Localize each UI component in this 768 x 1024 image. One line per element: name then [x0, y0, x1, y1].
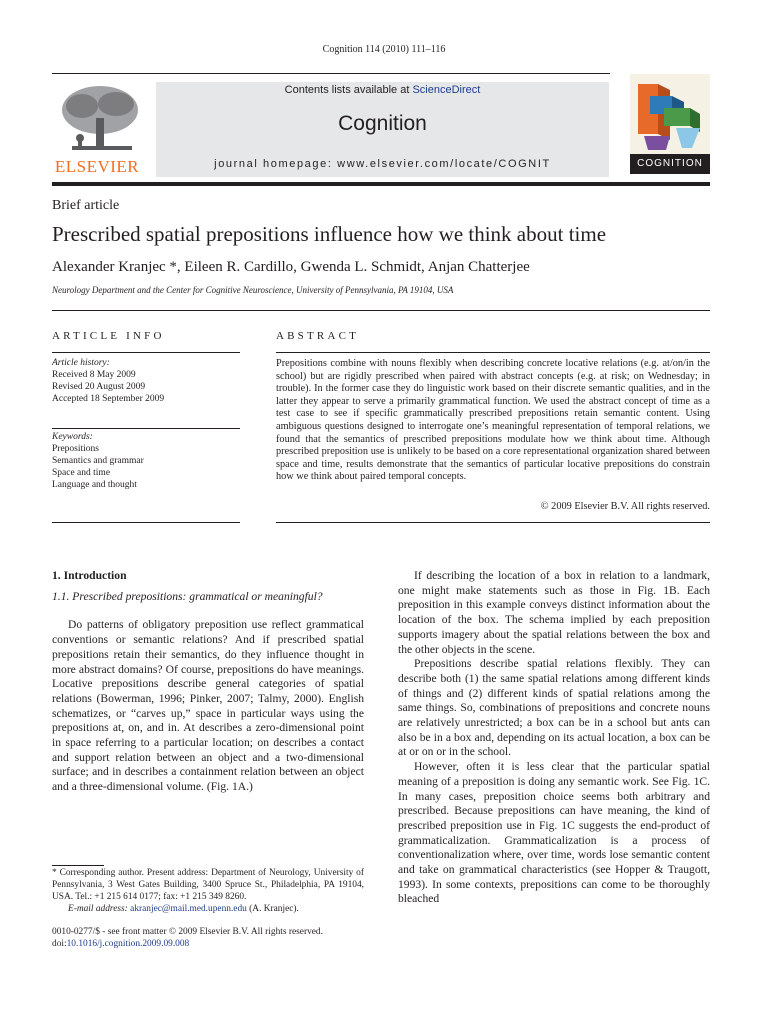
- footnote-text: * Corresponding author. Present address: Department of Neurology, University of Pennsylvania, 3 West Gates Building, 3400 Spruce St., Philadelphia, PA 19104, USA. Tel.: +1 215 614 0177; fax: +1 215 349 8260.: [52, 868, 364, 902]
- keyword-item: Language and thought: [52, 480, 137, 490]
- article-title: Prescribed spatial prepositions influence how we think about time: [52, 222, 607, 246]
- cover-title: COGNITION: [637, 158, 703, 169]
- header-top-rule: [52, 73, 610, 74]
- body-right-column: [398, 569, 710, 907]
- elsevier-wordmark: ELSEVIER: [54, 157, 140, 176]
- abstract-rule-bottom: [276, 522, 710, 523]
- history-received: Received 8 May 2009: [52, 370, 136, 380]
- journal-title: Cognition: [338, 112, 427, 135]
- keyword-item: Space and time: [52, 468, 111, 478]
- email-label: E-mail address:: [68, 904, 131, 914]
- doi-prefix: doi:: [52, 939, 67, 949]
- body-paragraph: However, often it is less clear that the particular spatial meaning of a preposition is doing any semantic work. See Fig. 1C. In many cases, preposition choice seems both arbitrary and prescribed. Because prepositions can have meaning, the kind of prescribed preposition use in Fig. 1C suggests the end-product of grammaticalization. Grammaticalization is a process of conventionalization where, over time, words lose semantic content and take on grammatical characteristics (see Hopper & Traugott, 1993). In some contexts, prepositions can come to be thoroughly bleached: [398, 760, 710, 906]
- email-link[interactable]: akranjec@mail.med.upenn.edu: [130, 904, 247, 914]
- header-thick-rule: [52, 182, 710, 186]
- keyword-item: Semantics and grammar: [52, 456, 144, 466]
- front-matter-info: [52, 926, 323, 950]
- contents-line: [156, 84, 609, 96]
- contents-prefix: Contents lists available at: [284, 84, 413, 96]
- info-rule-mid: [52, 428, 240, 429]
- abstract-copyright: © 2009 Elsevier B.V. All rights reserved.: [540, 501, 710, 512]
- issn-line: 0010-0277/$ - see front matter © 2009 Elsevier B.V. All rights reserved.: [52, 927, 323, 937]
- body-paragraph: Prepositions describe spatial relations flexibly. They can describe both (1) the same spatial relations among different kinds of things and (2) different kinds of spatial relations among the same things. So, combinations of prepositions and concrete nouns are relatively unrestricted; a box can be in a school but ants can also be in a box and, depending on its actual location, a box can be at or on or in the school.: [398, 657, 710, 759]
- article-info-heading: ARTICLE INFO: [52, 330, 165, 342]
- history-revised: Revised 20 August 2009: [52, 382, 146, 392]
- abstract-heading: ABSTRACT: [276, 330, 360, 342]
- info-rule-bottom: [52, 522, 240, 523]
- corresponding-author-footnote: [52, 867, 364, 915]
- info-rule-top: [52, 352, 240, 353]
- section-heading: 1. Introduction: [52, 569, 127, 582]
- journal-homepage[interactable]: journal homepage: www.elsevier.com/locate/COGNIT: [214, 158, 551, 170]
- doi-link[interactable]: 10.1016/j.cognition.2009.09.008: [66, 939, 190, 949]
- history-label: Article history:: [52, 358, 110, 368]
- keywords-label: Keywords:: [52, 432, 93, 442]
- author-list: Alexander Kranjec *, Eileen R. Cardillo, Gwenda L. Schmidt, Anjan Chatterjee: [52, 259, 530, 275]
- keyword-item: Prepositions: [52, 444, 99, 454]
- body-paragraph: If describing the location of a box in relation to a landmark, one might make statements such as those in Fig. 1B. Each preposition in this example conveys distinct information about the location of the box. The schema implied by each preposition supports imagery about the spatial relations between the box and the other objects in the scene.: [398, 569, 710, 656]
- history-accepted: Accepted 18 September 2009: [52, 394, 165, 404]
- journal-citation: Cognition 114 (2010) 111–116: [322, 44, 446, 55]
- sciencedirect-link[interactable]: ScienceDirect: [412, 84, 481, 96]
- subsection-heading: 1.1. Prescribed prepositions: grammatical or meaningful?: [52, 589, 323, 603]
- journal-masthead: [156, 82, 609, 177]
- section-rule: [52, 310, 710, 311]
- article-history: [52, 357, 164, 405]
- article-type: Brief article: [52, 198, 120, 213]
- body-paragraph: Do patterns of obligatory preposition use reflect grammatical conventions or semantic relations? And if prescribed spatial prepositions retain their semantics, do they influence thought in more abstract domains? Of course, prepositions do have meanings. Locative prepositions describe general categories of spatial relations (Bowerman, 1996; Pinker, 2007; Talmy, 2000). English schematizes, or “carves up,” space in particular ways using the prepositions at, on, and in. At describes a zero-dimensional point in space referring to a particular location; on describes a contact and support relation between an object and a two-dimensional surface; and in describes a containment relation between an object and a three-dimensional volume. (Fig. 1A.): [52, 618, 364, 794]
- abstract-rule-top: [276, 352, 710, 353]
- email-suffix: (A. Kranjec).: [246, 904, 299, 914]
- author-affiliation: Neurology Department and the Center for Cognitive Neuroscience, University of Pennsylvania, PA 19104, USA: [52, 285, 454, 295]
- footnote-rule: [52, 865, 104, 866]
- keywords-list: [52, 431, 144, 491]
- body-left-column: [52, 569, 364, 795]
- abstract-text: Prepositions combine with nouns flexibly when describing concrete locative relations (e.g. at/on/in the school) but are rigidly prescribed when paired with abstract concepts (e.g. at risk; on Wednesday; in trouble). In the former case they do linguistic work based on their discrete semantic qualities, and in the latter they appear to serve a primarily grammatical function. We used the abstract concept of time as a test case to see if specific grammatically prescribed prepositions retain semantic content. Using ambiguous questions designed to interrogate one’s meaningful representation of temporal relations, we found that the semantics of prescribed prepositions modulate how we think about time. Although prescribed preposition use is unlikely to be based on a core representational organization shared between space and time, results demonstrate that the semantics of particular locative prepositions do constrain how we think about paired temporal concepts.: [276, 358, 710, 483]
